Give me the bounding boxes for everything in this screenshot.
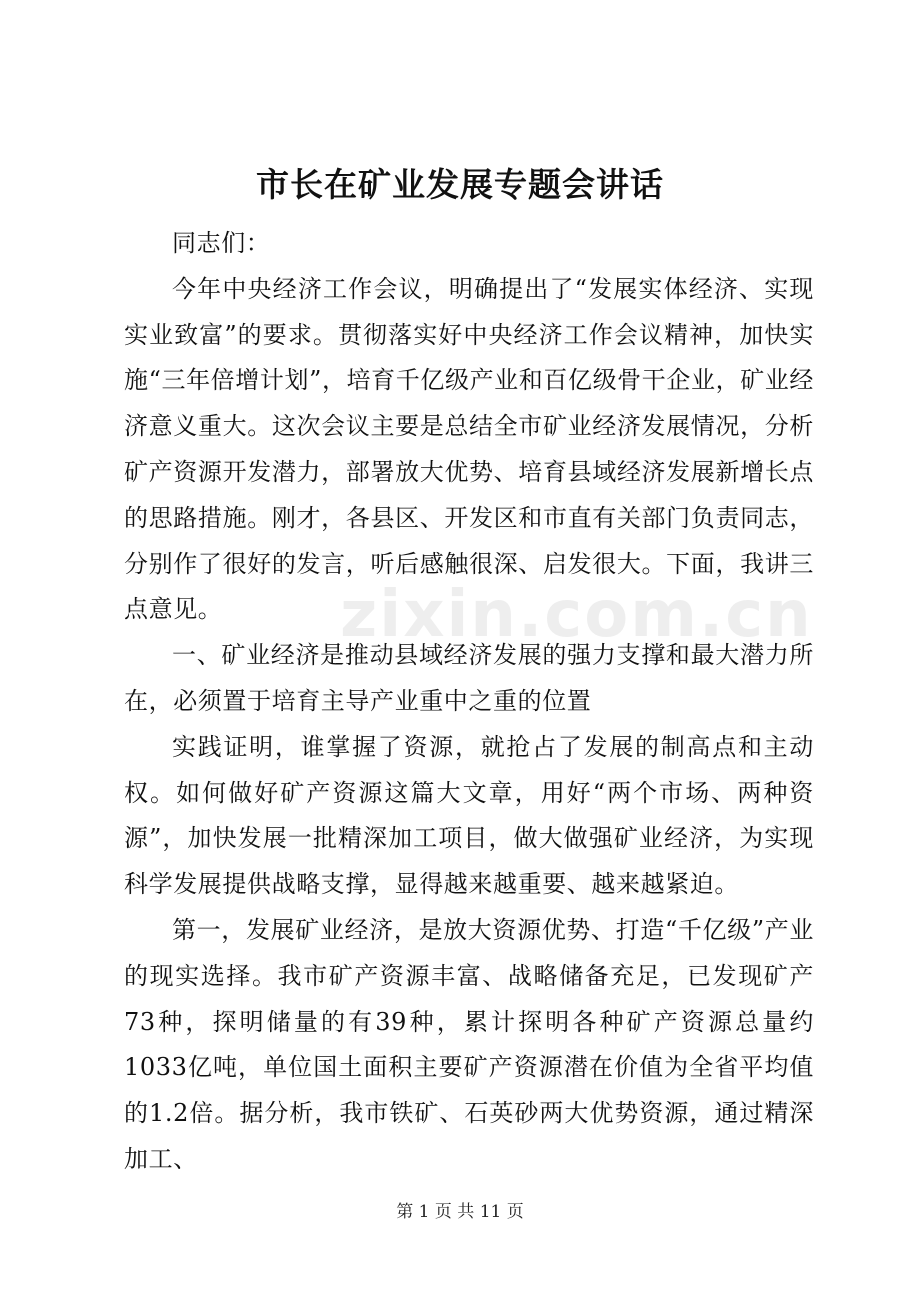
section-heading-1: 一、矿业经济是推动县域经济发展的强力支撑和最大潜力所在，必须置于培育主导产业重中之重的位置 (124, 641, 814, 715)
paragraph-first-point: 第一，发展矿业经济，是放大资源优势、打造“千亿级”产业的现实选择。我市矿产资源丰富、战略储备充足，已发现矿产73种，探明储量的有39种，累计探明各种矿产资源总量约1033亿吨，单位国土面积主要矿产资源潜在价值为全省平均值的1.2倍。据分析，我市铁矿、石英砂两大优势资源，通过精深加工、 (124, 915, 814, 1173)
watermark-text: zixin.com.cn (340, 578, 813, 652)
paragraph-intro: 今年中央经济工作会议，明确提出了“发展实体经济、实现实业致富”的要求。贯彻落实好中央经济工作会议精神，加快实施“三年倍增计划”，培育千亿级产业和百亿级骨干企业，矿业经济意义重大。这次会议主要是总结全市矿业经济发展情况，分析矿产资源开发潜力，部署放大优势、培育县域经济发展新增长点的思路措施。刚才，各县区、开发区和市直有关部门负责同志，分别作了很好的发言，听后感触很深、启发很大。下面，我讲三点意见。 (124, 274, 814, 624)
document-title: 市长在矿业发展专题会讲话 (256, 165, 664, 204)
page-footer: 第 1 页 共 11 页 (396, 1202, 524, 1222)
paragraph-practice: 实践证明，谁掌握了资源，就抢占了发展的制高点和主动权。如何做好矿产资源这篇大文章，用好“两个市场、两种资源”，加快发展一批精深加工项目，做大做强矿业经济，为实现科学发展提供战略支撑，显得越来越重要、越来越紧迫。 (124, 732, 814, 899)
document-body (124, 221, 814, 1183)
salutation: 同志们： (172, 229, 271, 257)
